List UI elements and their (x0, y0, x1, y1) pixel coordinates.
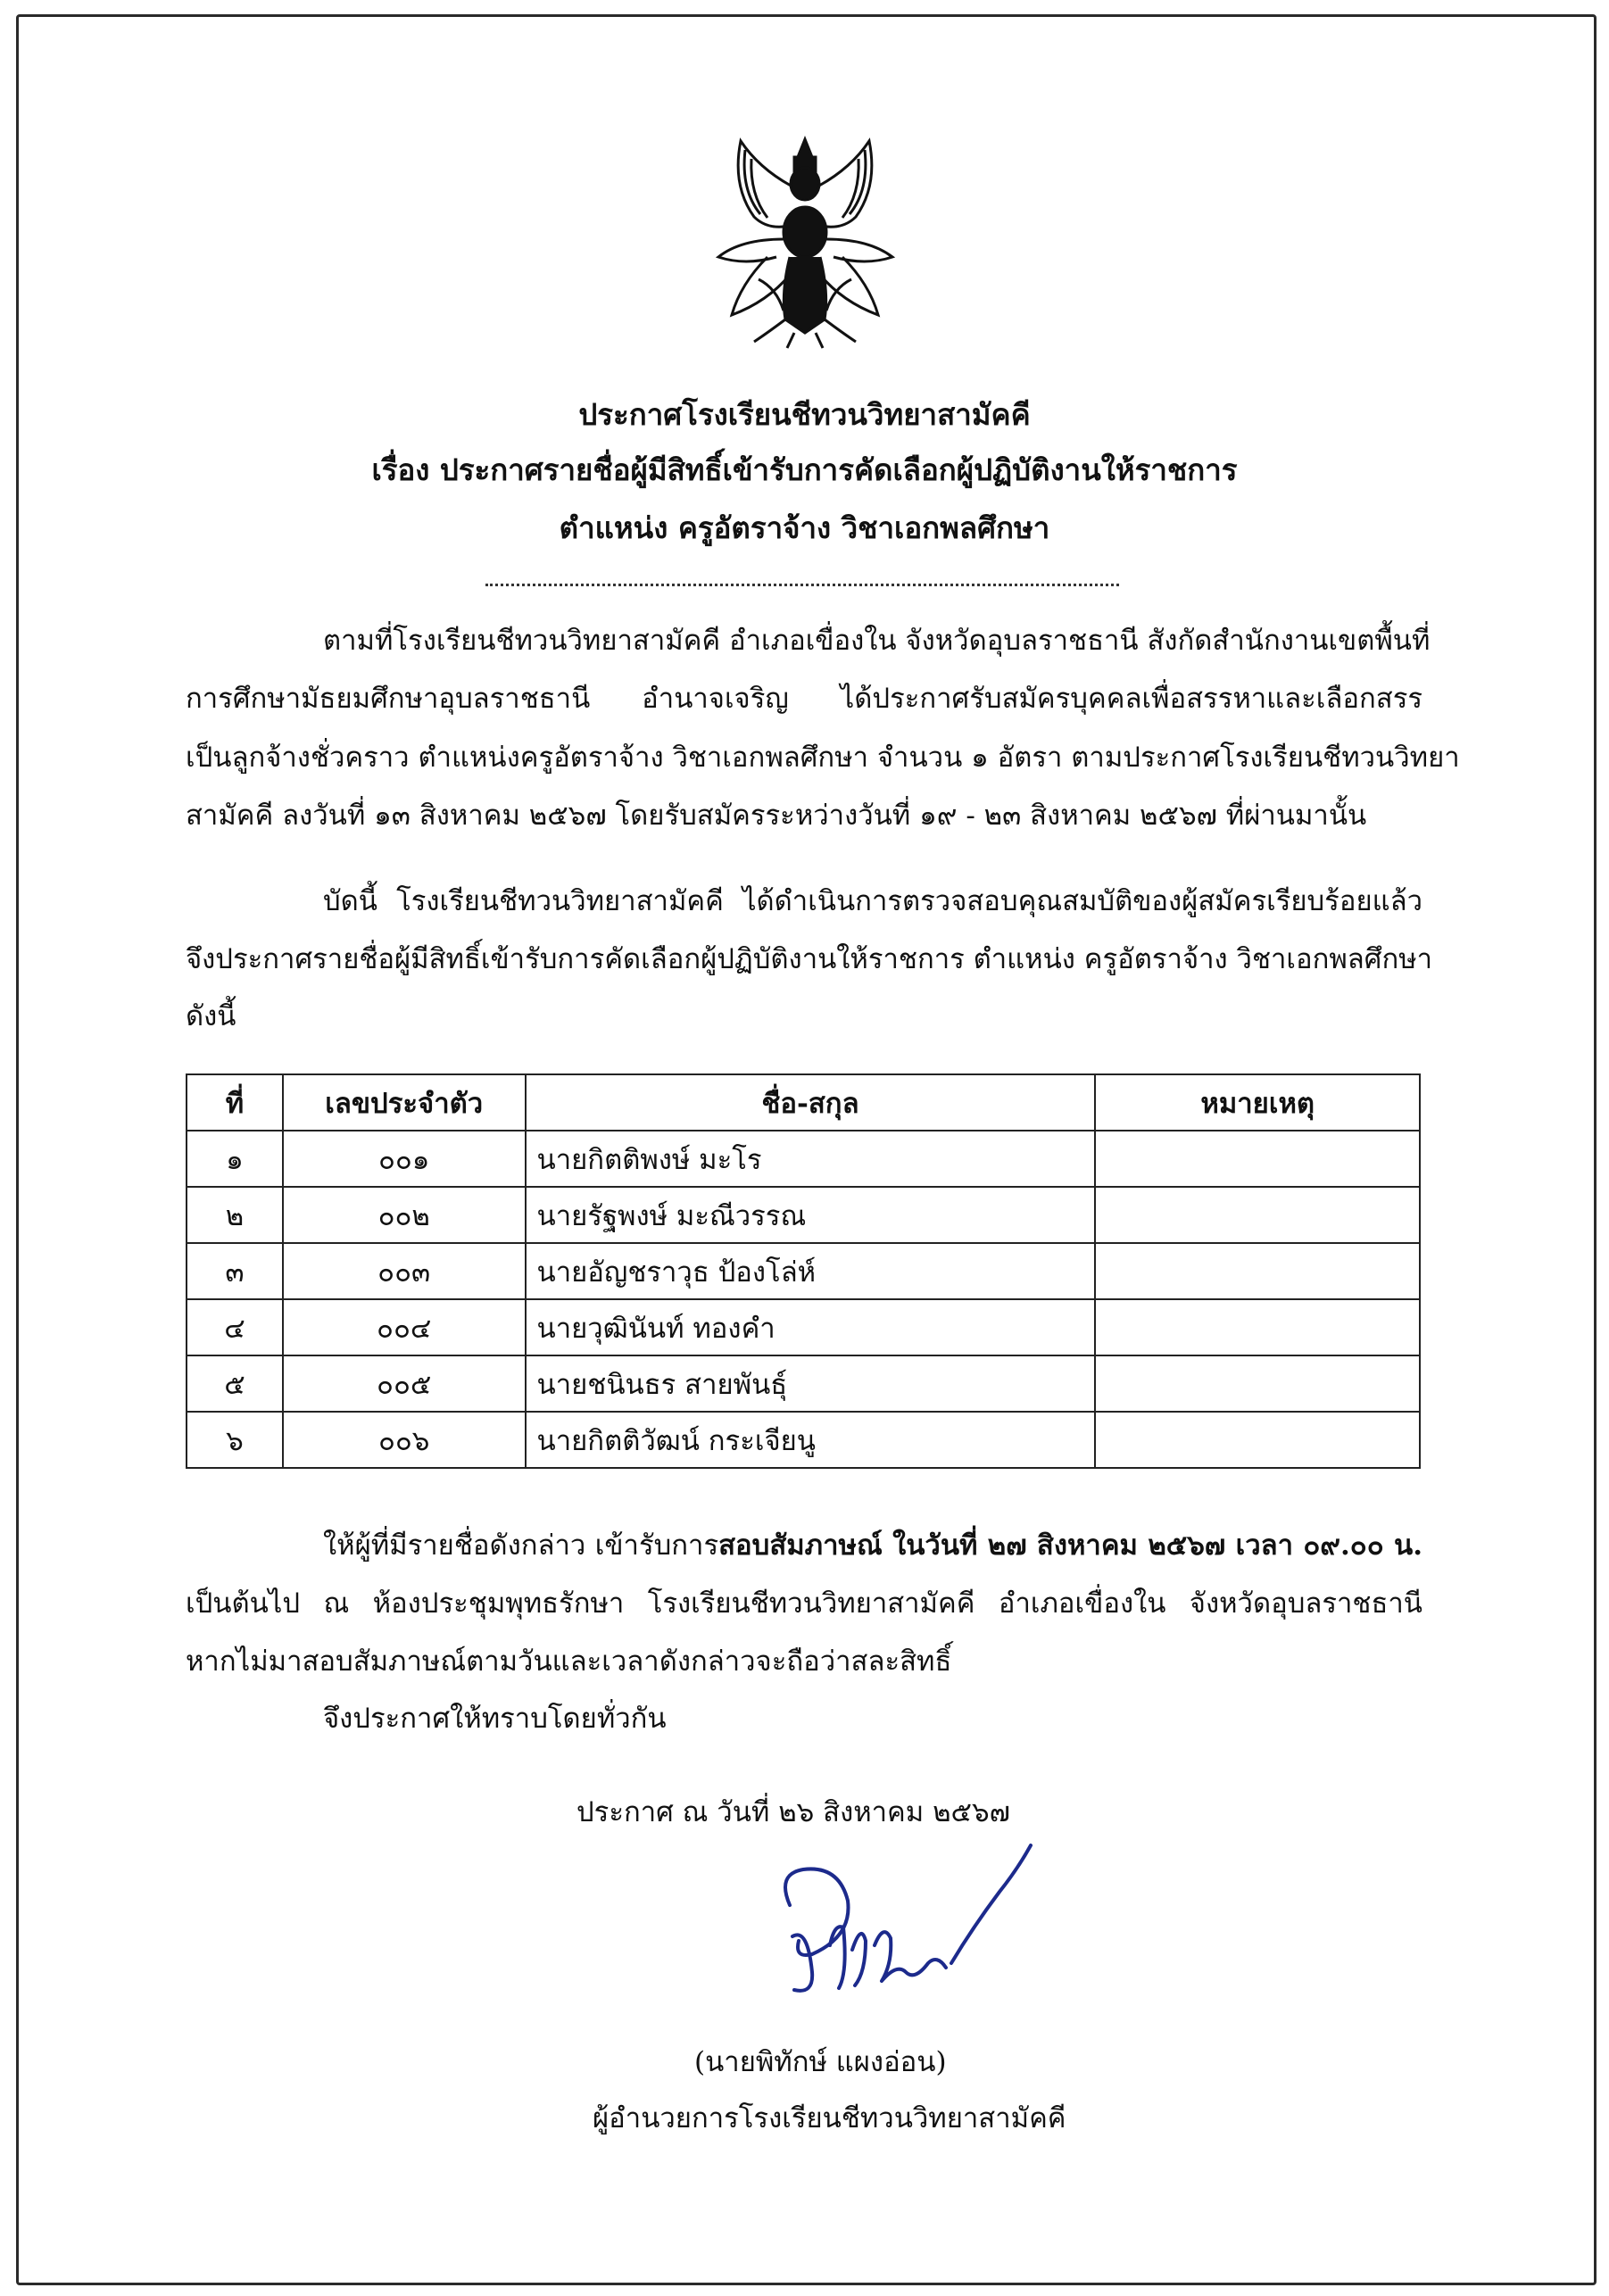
table-row (187, 1131, 1420, 1187)
announcement-position: ตำแหน่ง ครูอัตราจ้าง วิชาเอกพลศึกษา (559, 510, 1050, 545)
paragraph-3-line-4: จึงประกาศให้ทราบโดยทั่วกัน (323, 1703, 667, 1735)
paragraph-2-line-2: จึงประกาศรายชื่อผู้มีสิทธิ์เข้ารับการคัดเลือกผู้ปฏิบัติงานให้ราชการ ตำแหน่ง ครูอัตราจ้าง วิชาเอกพลศึกษา (186, 943, 1433, 975)
paragraph-3-line-3: หากไม่มาสอบสัมภาษณ์ตามวันและเวลาดังกล่าวจะถือว่าสละสิทธิ์ (186, 1645, 952, 1678)
announce-date: ประกาศ ณ วันที่ ๒๖ สิงหาคม ๒๕๖๗ (576, 1796, 1010, 1828)
interview-date-text: สอบสัมภาษณ์ ในวันที่ ๒๗ สิงหาคม ๒๕๖๗ เวลา ๐๙.๐๐ น. (718, 1529, 1422, 1562)
table-row (187, 1355, 1420, 1412)
row-no: ๕ (187, 1355, 283, 1412)
row-no: ๓ (187, 1243, 283, 1299)
paragraph-3-line-1 (323, 1522, 1422, 1567)
table-row (187, 1299, 1420, 1355)
row-id: ๐๐๔ (283, 1299, 526, 1355)
paragraph-2-line-1: บัดนี้ โรงเรียนชีทวนวิทยาสามัคคี ได้ดำเนินการตรวจสอบคุณสมบัติของผู้สมัครเรียบร้อยแล้ว (323, 885, 1422, 917)
table-row (187, 1243, 1420, 1299)
paragraph-2-line-3: ดังนี้ (186, 1000, 236, 1032)
candidate-table (186, 1073, 1421, 1469)
table-row (187, 1412, 1420, 1468)
row-no: ๖ (187, 1412, 283, 1468)
row-id: ๐๐๑ (283, 1131, 526, 1187)
row-note (1095, 1355, 1420, 1412)
table-header-row (187, 1074, 1420, 1131)
row-name: นายรัฐพงษ์ มะณีวรรณ (526, 1187, 1096, 1243)
table-row (187, 1187, 1420, 1243)
row-note (1095, 1412, 1420, 1468)
row-name: นายกิตติพงษ์ มะโร (526, 1131, 1096, 1187)
row-name: นายกิตติวัฒน์ กระเจียนู (526, 1412, 1096, 1468)
signer-position: ผู้อำนวยการโรงเรียนชีทวนวิทยาสามัคคี (593, 2102, 1066, 2134)
header-id: เลขประจำตัว (283, 1074, 526, 1131)
announcement-subject: เรื่อง ประกาศรายชื่อผู้มีสิทธิ์เข้ารับการคัดเลือกผู้ปฏิบัติงานให้ราชการ (371, 452, 1238, 487)
row-no: ๔ (187, 1299, 283, 1355)
header-name: ชื่อ-สกุล (526, 1074, 1096, 1131)
paragraph-1-line-4: สามัคคี ลงวันที่ ๑๓ สิงหาคม ๒๕๖๗ โดยรับสมัครระหว่างวันที่ ๑๙ - ๒๓ สิงหาคม ๒๕๖๗ ที่ผ่านมานั้น (186, 800, 1367, 832)
row-no: ๑ (187, 1131, 283, 1187)
signer-name: (นายพิทักษ์ แผงอ่อน) (694, 2046, 947, 2078)
row-note (1095, 1299, 1420, 1355)
paragraph-1-line-1: ตามที่โรงเรียนชีทวนวิทยาสามัคคี อำเภอเขื่องใน จังหวัดอุบลราชธานี สังกัดสำนักงานเขตพื้นที่ (323, 625, 1431, 657)
garuda-emblem-icon (705, 132, 906, 351)
interview-intro-text: ให้ผู้ที่มีรายชื่อดังกล่าว เข้ารับการ (323, 1529, 719, 1562)
paragraph-3-line-2: เป็นต้นไป ณ ห้องประชุมพุทธรักษา โรงเรียนชีทวนวิทยาสามัคคี อำเภอเขื่องใน จังหวัดอุบลราชธานี (186, 1587, 1422, 1620)
row-note (1095, 1243, 1420, 1299)
signature-handwriting-icon (741, 1838, 1044, 2017)
paragraph-1-line-3: เป็นลูกจ้างชั่วคราว ตำแหน่งครูอัตราจ้าง วิชาเอกพลศึกษา จำนวน ๑ อัตรา ตามประกาศโรงเรียนชีทวนวิทยา (186, 742, 1460, 774)
row-name: นายวุฒินันท์ ทองคำ (526, 1299, 1096, 1355)
row-id: ๐๐๖ (283, 1412, 526, 1468)
row-no: ๒ (187, 1187, 283, 1243)
header-no: ที่ (187, 1074, 283, 1131)
announcement-title: ประกาศโรงเรียนชีทวนวิทยาสามัคคี (578, 397, 1031, 432)
paragraph-1-line-2: การศึกษามัธยมศึกษาอุบลราชธานี อำนาจเจริญ ได้ประกาศรับสมัครบุคคลเพื่อสรรหาและเลือกสรร (186, 683, 1422, 715)
row-id: ๐๐๓ (283, 1243, 526, 1299)
dotted-divider (485, 584, 1119, 586)
row-id: ๐๐๒ (283, 1187, 526, 1243)
row-name: นายชนินธร สายพันธุ์ (526, 1355, 1096, 1412)
header-note: หมายเหตุ (1095, 1074, 1420, 1131)
row-name: นายอัญชราวุธ ป้องโล่ห์ (526, 1243, 1096, 1299)
row-note (1095, 1131, 1420, 1187)
row-id: ๐๐๕ (283, 1355, 526, 1412)
row-note (1095, 1187, 1420, 1243)
